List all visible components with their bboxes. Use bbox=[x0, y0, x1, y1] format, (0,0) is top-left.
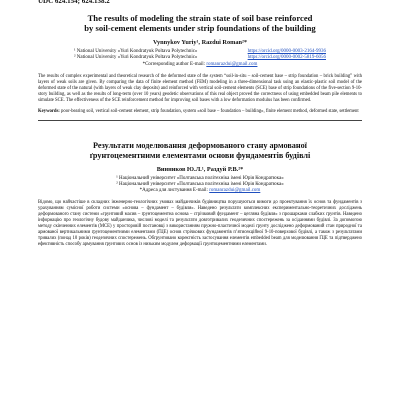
keywords-label: Keywords: bbox=[38, 108, 60, 114]
ukrainian-abstract: Відомо, що найчастіше в складних інженерно-геологічних умовах майданчиків будівництва порушуються вимоги до проектування їх основ та фундаментів з урахуванням сумісної роботи системи «основа – фундамент – будівля». Наведено результати комплексних експериментально-теоретичних досліджень деформованого стану системи «грунтовий масив – ґрунтоцементна основа – стрічковий фундамент – цегляна будівля» з прошарками слабких ґрунтів. Наведено інформацію про геологічну будову майданчика, числові моделі та результати довготривалих геодезичних спостережень за осіданнями будівлі. За допомогою методу скінченних елементів (МСЕ) у просторовій постановці з використанням пружно-пластичної моделі ґрунту досліджено деформований стан природної та армованої вертикальними ґрунтоцементними елементами (ҐЦЕ) основ стрічкових фундаментів п’ятисекційної 9-10-поверхової будівлі, а також з результатами тривалих (понад 10 років) геодезичних спостережень. Обґрунтовано коректність застосування елементів embedded beam для моделювання ҐЦЕ та підтверджено ефективність способу армування ґрунтових основ із низьким модулем деформації ґрунтоцементними елементами. bbox=[38, 200, 362, 248]
ukrainian-email-link[interactable]: romanrazdui@gmail.com bbox=[209, 188, 261, 194]
ukrainian-affiliations bbox=[38, 176, 362, 195]
english-keywords bbox=[38, 109, 362, 115]
affiliation-1: ¹ National University «Yuri Kondratyuk Poltava Polytechnic» bbox=[74, 49, 198, 54]
english-affiliations bbox=[38, 49, 362, 68]
keywords-text: poor-bearing soil, vertical soil-cement element, strip foundation, system «soil base – foundation – building», finite element method, deformed state, settlement bbox=[59, 108, 359, 114]
email-link[interactable]: romanrazdui@gmail.com bbox=[206, 61, 258, 67]
ukrainian-authors: Винников Ю.Л.¹, Раздуй Р.В.²* bbox=[156, 165, 244, 173]
ukrainian-corresponding-author bbox=[38, 188, 362, 194]
affiliation-2: ² National University «Yuri Kondratyuk Poltava Polytechnic» bbox=[74, 55, 198, 61]
english-title-line-2: by soil-cement elements under strip foundations of the building bbox=[84, 23, 316, 33]
ukrainian-title-line-2: ґрунтоцементними елементами основи фундаментів будівлі bbox=[89, 150, 311, 160]
english-abstract: The results of complex experimental and theoretical research of the deformed state of the system “soil-in-situ – soil-cement base – strip foundation – brick building” with layers of weak soils are given. By comparing the data of finite element method (FEM) modeling in a three-dimensional task using an elastic-plastic soil model of the deformed state of the natural (with layers of weak clay deposits) and reinforced with vertical soil-cement elements (SCE) base of strip foundations of the five-section 9-10-story building, as well as the results of long-term (over 10 years) geodetic observations of this real object proved the correctness of using embedded beam pile elements to simulate SCE. The effectiveness of the SCE reinforcement method for improving soil bases with a low deformation modulus has been confirmed. bbox=[38, 73, 362, 103]
ukrainian-title bbox=[38, 121, 362, 161]
ukrainian-affiliation-1: ¹ Національний університет «Полтавська політехніка імені Юрія Кондратюка» bbox=[116, 175, 284, 181]
orcid-link-1[interactable]: https://orcid.org/0000-0003-2164-9936 bbox=[247, 49, 326, 54]
corresponding-author bbox=[38, 62, 362, 68]
ukrainian-corresponding-label: *Адреса для листування E-mail: bbox=[139, 188, 210, 194]
corresponding-author-label: *Corresponding author E-mail: bbox=[142, 61, 207, 67]
english-title-line-1: The results of modeling the strain state of soil base reinforced bbox=[87, 13, 313, 23]
ukrainian-affiliation-2: ² Національний університет «Полтавська політехніка імені Юрія Кондратюка» bbox=[116, 181, 284, 187]
orcid-link-2[interactable]: https://orcid.org/0000-0002-5819-6056 bbox=[247, 55, 326, 61]
english-authors: Vynnykov Yuriy¹, Razdui Roman²* bbox=[152, 39, 248, 46]
udc-code: UDC 624.154; 624.138.2 bbox=[38, 0, 110, 5]
ukrainian-title-line-1: Результати моделювання деформованого стану армованої bbox=[93, 140, 307, 150]
